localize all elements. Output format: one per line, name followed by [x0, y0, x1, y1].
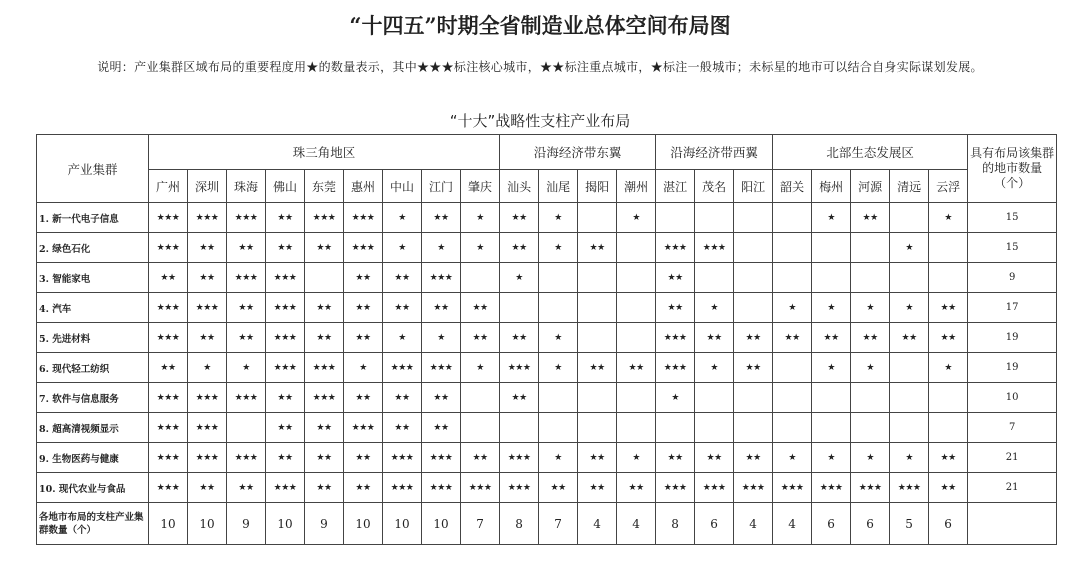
table-row	[37, 263, 1057, 293]
table-row	[37, 323, 1057, 353]
city-total-cell: 10	[149, 503, 188, 545]
region-header: 北部生态发展区	[773, 135, 968, 170]
star-rating-cell: ★★	[227, 323, 266, 353]
city-total-cell: 10	[188, 503, 227, 545]
star-rating-cell: ★★	[188, 473, 227, 503]
star-rating-cell: ★★★	[227, 443, 266, 473]
star-rating-cell: ★★★	[656, 353, 695, 383]
star-rating-cell: ★	[422, 233, 461, 263]
star-rating-cell: ★★★	[383, 353, 422, 383]
city-total-cell: 4	[773, 503, 812, 545]
star-rating-cell: ★★★	[227, 263, 266, 293]
star-rating-cell	[734, 203, 773, 233]
star-rating-cell: ★★	[539, 473, 578, 503]
city-total-cell: 10	[422, 503, 461, 545]
star-rating-cell: ★★★	[188, 383, 227, 413]
star-rating-cell	[695, 203, 734, 233]
star-rating-cell: ★★★	[422, 443, 461, 473]
star-rating-cell: ★	[617, 443, 656, 473]
star-rating-cell: ★★	[929, 323, 968, 353]
industry-name: 8. 超高清视频显示	[37, 413, 149, 443]
star-rating-cell: ★★★	[344, 233, 383, 263]
star-rating-cell	[890, 353, 929, 383]
star-rating-cell: ★★	[578, 233, 617, 263]
star-rating-cell: ★	[539, 323, 578, 353]
star-rating-cell	[617, 413, 656, 443]
star-rating-cell: ★★★	[188, 293, 227, 323]
city-count-cell: 19	[968, 353, 1057, 383]
star-rating-cell: ★★	[422, 293, 461, 323]
star-rating-cell: ★★	[500, 323, 539, 353]
star-rating-cell: ★★★	[149, 233, 188, 263]
star-rating-cell	[539, 293, 578, 323]
star-rating-cell: ★★★	[890, 473, 929, 503]
star-rating-cell: ★★★	[344, 203, 383, 233]
star-rating-cell: ★★★	[422, 353, 461, 383]
star-rating-cell	[773, 233, 812, 263]
star-rating-cell: ★★	[266, 383, 305, 413]
star-rating-cell	[539, 263, 578, 293]
city-count-cell: 21	[968, 473, 1057, 503]
star-rating-cell: ★★	[578, 473, 617, 503]
city-total-cell: 6	[929, 503, 968, 545]
star-rating-cell	[929, 413, 968, 443]
star-rating-cell: ★★★	[305, 203, 344, 233]
star-rating-cell: ★★★	[266, 263, 305, 293]
star-rating-cell	[812, 233, 851, 263]
star-rating-cell: ★★★	[422, 473, 461, 503]
star-rating-cell: ★★	[773, 323, 812, 353]
star-rating-cell: ★★	[149, 353, 188, 383]
star-rating-cell	[929, 233, 968, 263]
star-rating-cell: ★	[461, 203, 500, 233]
star-rating-cell: ★★	[227, 473, 266, 503]
star-rating-cell: ★★	[383, 383, 422, 413]
city-header: 惠州	[344, 170, 383, 203]
star-rating-cell: ★★	[734, 353, 773, 383]
star-rating-cell: ★★	[344, 383, 383, 413]
star-rating-cell: ★★★	[344, 413, 383, 443]
star-rating-cell: ★★	[383, 413, 422, 443]
star-rating-cell: ★★★	[227, 203, 266, 233]
city-header-row	[37, 170, 1057, 203]
star-rating-cell: ★★	[305, 443, 344, 473]
city-header: 湛江	[656, 170, 695, 203]
totals-row	[37, 503, 1057, 545]
star-rating-cell	[773, 263, 812, 293]
star-rating-cell: ★★	[500, 203, 539, 233]
star-rating-cell: ★★	[812, 323, 851, 353]
star-rating-cell: ★	[890, 443, 929, 473]
industry-name: 3. 智能家电	[37, 263, 149, 293]
star-rating-cell: ★	[773, 443, 812, 473]
star-rating-cell: ★★	[461, 323, 500, 353]
industry-name: 9. 生物医药与健康	[37, 443, 149, 473]
star-rating-cell	[695, 263, 734, 293]
city-header: 云浮	[929, 170, 968, 203]
industry-name: 7. 软件与信息服务	[37, 383, 149, 413]
star-rating-cell: ★★	[851, 203, 890, 233]
city-header: 阳江	[734, 170, 773, 203]
city-total-cell: 7	[461, 503, 500, 545]
star-rating-cell	[734, 293, 773, 323]
star-rating-cell: ★★	[695, 323, 734, 353]
star-rating-cell: ★	[617, 203, 656, 233]
star-rating-cell: ★★	[422, 383, 461, 413]
star-rating-cell	[773, 413, 812, 443]
city-total-cell: 10	[383, 503, 422, 545]
star-rating-cell: ★★★	[305, 383, 344, 413]
star-rating-cell: ★	[929, 203, 968, 233]
star-rating-cell: ★★	[305, 233, 344, 263]
table-row	[37, 383, 1057, 413]
star-rating-cell	[851, 263, 890, 293]
star-rating-cell: ★★★	[266, 323, 305, 353]
star-rating-cell	[578, 203, 617, 233]
star-rating-cell: ★★	[500, 233, 539, 263]
star-rating-cell	[500, 293, 539, 323]
star-rating-cell: ★★★	[851, 473, 890, 503]
city-count-col-header: 具有布局该集群的地市数量（个）	[968, 135, 1057, 203]
industry-layout-table	[36, 134, 1057, 545]
city-total-cell: 9	[305, 503, 344, 545]
star-rating-cell: ★★	[929, 443, 968, 473]
city-header: 中山	[383, 170, 422, 203]
table-subtitle: “十大”战略性支柱产业布局	[449, 112, 631, 130]
star-rating-cell	[617, 263, 656, 293]
table-row	[37, 233, 1057, 263]
star-rating-cell: ★★	[617, 353, 656, 383]
star-rating-cell	[500, 413, 539, 443]
city-header: 韶关	[773, 170, 812, 203]
star-rating-cell	[578, 413, 617, 443]
industry-name: 2. 绿色石化	[37, 233, 149, 263]
star-rating-cell: ★★	[890, 323, 929, 353]
city-total-cell: 7	[539, 503, 578, 545]
star-rating-cell: ★	[695, 293, 734, 323]
star-rating-cell: ★★★	[305, 353, 344, 383]
city-header: 茂名	[695, 170, 734, 203]
star-rating-cell	[695, 383, 734, 413]
city-count-cell: 10	[968, 383, 1057, 413]
star-rating-cell: ★★★	[461, 473, 500, 503]
city-header: 揭阳	[578, 170, 617, 203]
star-rating-cell: ★★★	[266, 353, 305, 383]
star-rating-cell	[773, 383, 812, 413]
region-header: 珠三角地区	[149, 135, 500, 170]
city-total-cell: 5	[890, 503, 929, 545]
star-rating-cell	[617, 293, 656, 323]
star-rating-cell: ★★	[188, 263, 227, 293]
star-rating-cell	[734, 413, 773, 443]
star-rating-cell	[617, 233, 656, 263]
star-rating-cell: ★	[539, 353, 578, 383]
star-rating-cell: ★★★	[500, 443, 539, 473]
star-rating-cell	[578, 323, 617, 353]
star-rating-cell	[734, 263, 773, 293]
star-rating-cell: ★	[422, 323, 461, 353]
star-rating-cell: ★★★	[812, 473, 851, 503]
star-rating-cell	[227, 413, 266, 443]
star-rating-cell: ★★★	[656, 233, 695, 263]
star-rating-cell: ★★	[266, 443, 305, 473]
city-total-cell: 6	[851, 503, 890, 545]
legend-note: 说明：产业集群区域布局的重要程度用★的数量表示，其中★★★标注核心城市，★★标注重点城市，★标注一般城市；未标星的地市可以结合自身实际谋划发展。	[97, 60, 983, 74]
region-header-row	[37, 135, 1057, 170]
star-rating-cell: ★★	[461, 293, 500, 323]
star-rating-cell: ★★	[344, 443, 383, 473]
star-rating-cell	[890, 383, 929, 413]
star-rating-cell: ★★★	[383, 443, 422, 473]
star-rating-cell: ★★	[422, 413, 461, 443]
star-rating-cell	[851, 413, 890, 443]
star-rating-cell: ★★	[578, 353, 617, 383]
star-rating-cell: ★★	[149, 263, 188, 293]
star-rating-cell: ★★	[422, 203, 461, 233]
star-rating-cell	[734, 383, 773, 413]
totals-empty-cell	[968, 503, 1057, 545]
star-rating-cell: ★★	[656, 263, 695, 293]
star-rating-cell: ★★	[227, 293, 266, 323]
star-rating-cell: ★	[227, 353, 266, 383]
star-rating-cell	[851, 233, 890, 263]
star-rating-cell: ★★★	[734, 473, 773, 503]
star-rating-cell: ★	[539, 203, 578, 233]
star-rating-cell: ★	[383, 203, 422, 233]
star-rating-cell: ★★★	[773, 473, 812, 503]
city-count-cell: 7	[968, 413, 1057, 443]
star-rating-cell: ★★	[383, 263, 422, 293]
table-row	[37, 293, 1057, 323]
star-rating-cell: ★	[890, 293, 929, 323]
star-rating-cell	[461, 413, 500, 443]
star-rating-cell: ★★	[305, 293, 344, 323]
star-rating-cell: ★★★	[149, 443, 188, 473]
star-rating-cell	[461, 263, 500, 293]
star-rating-cell: ★★	[500, 383, 539, 413]
star-rating-cell: ★	[851, 293, 890, 323]
star-rating-cell: ★	[539, 443, 578, 473]
star-rating-cell: ★	[929, 353, 968, 383]
star-rating-cell	[578, 293, 617, 323]
industry-name: 5. 先进材料	[37, 323, 149, 353]
star-rating-cell: ★★	[266, 203, 305, 233]
star-rating-cell: ★★	[656, 443, 695, 473]
star-rating-cell: ★	[812, 353, 851, 383]
star-rating-cell	[734, 233, 773, 263]
star-rating-cell: ★★★	[149, 203, 188, 233]
star-rating-cell: ★★	[929, 473, 968, 503]
star-rating-cell: ★★★	[188, 203, 227, 233]
city-count-cell: 15	[968, 203, 1057, 233]
star-rating-cell: ★★★	[149, 293, 188, 323]
star-rating-cell	[656, 203, 695, 233]
star-rating-cell	[773, 353, 812, 383]
city-header: 汕头	[500, 170, 539, 203]
city-count-cell: 9	[968, 263, 1057, 293]
star-rating-cell: ★	[344, 353, 383, 383]
star-rating-cell: ★★	[656, 293, 695, 323]
star-rating-cell: ★★	[305, 473, 344, 503]
table-body	[37, 203, 1057, 545]
city-header: 清远	[890, 170, 929, 203]
star-rating-cell: ★★★	[266, 293, 305, 323]
star-rating-cell: ★	[461, 353, 500, 383]
star-rating-cell	[617, 323, 656, 353]
star-rating-cell: ★	[812, 443, 851, 473]
star-rating-cell: ★	[695, 353, 734, 383]
star-rating-cell: ★★	[266, 413, 305, 443]
star-rating-cell: ★	[656, 383, 695, 413]
star-rating-cell	[617, 383, 656, 413]
star-rating-cell: ★★	[344, 323, 383, 353]
star-rating-cell	[929, 383, 968, 413]
industry-name: 6. 现代轻工纺织	[37, 353, 149, 383]
city-header: 梅州	[812, 170, 851, 203]
table-row	[37, 353, 1057, 383]
star-rating-cell: ★★	[734, 443, 773, 473]
star-rating-cell: ★	[890, 233, 929, 263]
star-rating-cell	[539, 413, 578, 443]
star-rating-cell: ★★★	[383, 473, 422, 503]
city-total-cell: 4	[578, 503, 617, 545]
star-rating-cell: ★★★	[188, 443, 227, 473]
star-rating-cell: ★★★	[500, 473, 539, 503]
city-header: 潮州	[617, 170, 656, 203]
star-rating-cell: ★★★	[656, 323, 695, 353]
star-rating-cell: ★★★	[149, 473, 188, 503]
star-rating-cell: ★	[461, 233, 500, 263]
star-rating-cell: ★★★	[656, 473, 695, 503]
city-count-cell: 15	[968, 233, 1057, 263]
industry-name: 10. 现代农业与食品	[37, 473, 149, 503]
city-count-cell: 19	[968, 323, 1057, 353]
star-rating-cell	[656, 413, 695, 443]
city-total-cell: 10	[344, 503, 383, 545]
city-total-cell: 8	[656, 503, 695, 545]
star-rating-cell: ★★	[578, 443, 617, 473]
star-rating-cell: ★★	[305, 323, 344, 353]
star-rating-cell	[305, 263, 344, 293]
star-rating-cell: ★★	[461, 443, 500, 473]
city-header: 汕尾	[539, 170, 578, 203]
city-header: 佛山	[266, 170, 305, 203]
star-rating-cell: ★	[851, 443, 890, 473]
star-rating-cell: ★★★	[500, 353, 539, 383]
page-title: “十四五”时期全省制造业总体空间布局图	[349, 13, 731, 38]
industry-name: 1. 新一代电子信息	[37, 203, 149, 233]
star-rating-cell	[851, 383, 890, 413]
star-rating-cell: ★★	[188, 323, 227, 353]
city-header: 江门	[422, 170, 461, 203]
star-rating-cell: ★★	[344, 263, 383, 293]
city-count-cell: 17	[968, 293, 1057, 323]
star-rating-cell: ★	[812, 293, 851, 323]
star-rating-cell: ★	[500, 263, 539, 293]
city-total-cell: 8	[500, 503, 539, 545]
star-rating-cell: ★★	[266, 233, 305, 263]
star-rating-cell: ★★★	[149, 323, 188, 353]
city-header: 河源	[851, 170, 890, 203]
table-row	[37, 413, 1057, 443]
star-rating-cell: ★	[188, 353, 227, 383]
region-header: 沿海经济带东翼	[500, 135, 656, 170]
city-header: 珠海	[227, 170, 266, 203]
region-header: 沿海经济带西翼	[656, 135, 773, 170]
star-rating-cell: ★★★	[149, 413, 188, 443]
industry-name: 4. 汽车	[37, 293, 149, 323]
star-rating-cell	[773, 203, 812, 233]
star-rating-cell: ★★	[305, 413, 344, 443]
city-header: 广州	[149, 170, 188, 203]
totals-label: 各地市布局的支柱产业集群数量（个）	[37, 503, 149, 545]
star-rating-cell: ★★★	[422, 263, 461, 293]
table-row	[37, 203, 1057, 233]
city-header: 东莞	[305, 170, 344, 203]
star-rating-cell	[812, 383, 851, 413]
city-total-cell: 6	[695, 503, 734, 545]
star-rating-cell	[812, 413, 851, 443]
star-rating-cell: ★★	[227, 233, 266, 263]
star-rating-cell: ★★★	[695, 473, 734, 503]
star-rating-cell: ★★★	[266, 473, 305, 503]
city-total-cell: 6	[812, 503, 851, 545]
star-rating-cell: ★★	[734, 323, 773, 353]
city-header: 肇庆	[461, 170, 500, 203]
star-rating-cell: ★★	[695, 443, 734, 473]
star-rating-cell: ★	[383, 323, 422, 353]
star-rating-cell	[890, 203, 929, 233]
star-rating-cell: ★★★	[149, 383, 188, 413]
star-rating-cell	[539, 383, 578, 413]
city-total-cell: 10	[266, 503, 305, 545]
star-rating-cell: ★★★	[227, 383, 266, 413]
star-rating-cell: ★★	[344, 473, 383, 503]
star-rating-cell: ★★★	[188, 413, 227, 443]
star-rating-cell: ★★	[851, 323, 890, 353]
star-rating-cell: ★	[383, 233, 422, 263]
star-rating-cell: ★★★	[695, 233, 734, 263]
industry-col-header: 产业集群	[37, 135, 149, 203]
star-rating-cell: ★	[851, 353, 890, 383]
star-rating-cell: ★★	[344, 293, 383, 323]
city-count-cell: 21	[968, 443, 1057, 473]
city-total-cell: 4	[734, 503, 773, 545]
star-rating-cell: ★★	[383, 293, 422, 323]
city-header: 深圳	[188, 170, 227, 203]
star-rating-cell	[812, 263, 851, 293]
star-rating-cell: ★	[773, 293, 812, 323]
star-rating-cell: ★	[539, 233, 578, 263]
city-total-cell: 4	[617, 503, 656, 545]
star-rating-cell	[695, 413, 734, 443]
star-rating-cell: ★★	[617, 473, 656, 503]
star-rating-cell	[461, 383, 500, 413]
table-row	[37, 473, 1057, 503]
star-rating-cell	[890, 263, 929, 293]
city-total-cell: 9	[227, 503, 266, 545]
star-rating-cell	[929, 263, 968, 293]
star-rating-cell: ★★	[188, 233, 227, 263]
star-rating-cell	[578, 263, 617, 293]
star-rating-cell: ★	[812, 203, 851, 233]
star-rating-cell	[890, 413, 929, 443]
star-rating-cell: ★★	[929, 293, 968, 323]
star-rating-cell	[578, 383, 617, 413]
table-row	[37, 443, 1057, 473]
